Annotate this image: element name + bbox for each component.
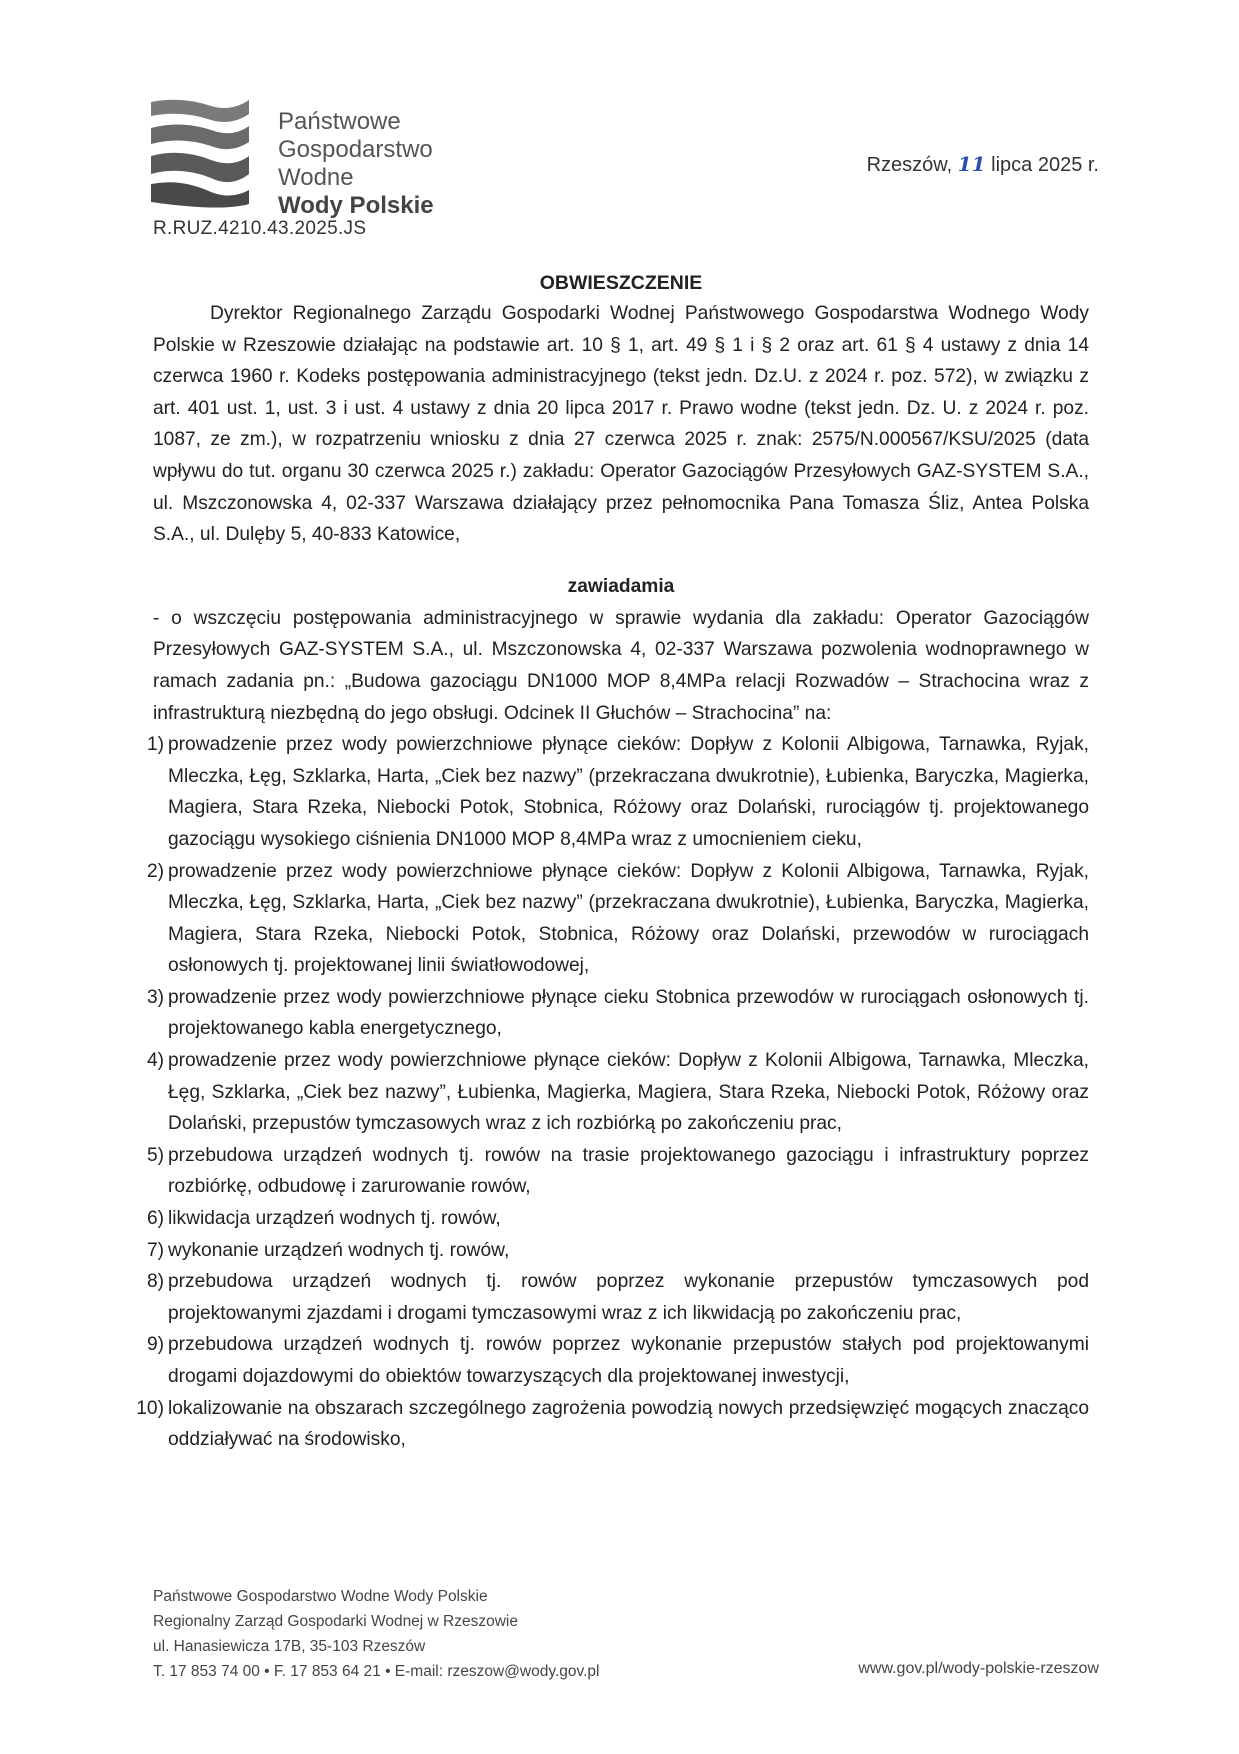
list-item-text: prowadzenie przez wody powierzchniowe płynące cieków: Dopływ z Kolonii Albigowa, Tarnawka, Ryjak, Mleczka, Łęg, Szklarka, Harta, „Ciek bez nazwy” (przekraczana dwukrotnie), Łubienka, Baryczka, Magierka, Magiera, Stara Rzeka, Niebocki Potok, Stobnica, Różowy oraz Dolański, przewodów w rurociągach osłonowych tj. projektowanej linii światłowodowej, [168, 860, 1089, 977]
list-item [146, 1203, 1089, 1235]
list-item-text: prowadzenie przez wody powierzchniowe płynące cieków: Dopływ z Kolonii Albigowa, Tarnawka, Ryjak, Mleczka, Łęg, Szklarka, Harta, „Ciek bez nazwy” (przekraczana dwukrotnie), Łubienka, Baryczka, Magierka, Magiera, Stara Rzeka, Niebocki Potok, Stobnica, Różowy oraz Dolański, rurociągów tj. projektowanego gazociągu wysokiego ciśnienia DN1000 MOP 8,4MPa wraz z umocnieniem cieku, [168, 734, 1089, 850]
list-item [146, 1329, 1089, 1392]
list-item [146, 1140, 1089, 1203]
list-item-number: 8) [146, 1271, 164, 1293]
footer-line3: ul. Hanasiewicza 17B, 35-103 Rzeszów [153, 1638, 426, 1655]
list-item-number: 3) [146, 986, 164, 1008]
list-item-number: 9) [146, 1334, 164, 1356]
org-name-line2: Gospodarstwo Wodne [278, 136, 433, 191]
list-item-number: 1) [146, 734, 164, 756]
list-item [146, 729, 1089, 855]
document-date [867, 152, 1099, 177]
list-item-number: 5) [146, 1144, 164, 1166]
org-name-line3: Wody Polskie [278, 192, 434, 219]
document-title: OBWIESZCZENIE [539, 272, 703, 294]
list-item-text: przebudowa urządzeń wodnych tj. rowów na trasie projektowanego gazociągu i infrastruktury poprzez rozbiórkę, odbudowę i zarurowanie rowów, [168, 1144, 1089, 1198]
list-item-number: 7) [146, 1239, 164, 1261]
list-item-number: 10) [136, 1397, 164, 1419]
list-item [146, 856, 1089, 982]
list-item-text: likwidacja urządzeń wodnych tj. rowów, [168, 1208, 501, 1230]
scope-list [136, 729, 1089, 1456]
lead-paragraph: - o wszczęciu postępowania administracyjnego w sprawie wydania dla zakładu: Operator Gazociągów Przesyłowych GAZ-SYSTEM S.A., ul. Mszczonowska 4, 02-337 Warszawa pozwolenia wodnoprawnego w ramach zadania pn.: „Budowa gazociągu DN1000 MOP 8,4MPa relacji Rozwadów – Strachocina wraz z infrastrukturą niezbędną do jego obsługi. Odcinek II Głuchów – Strachocina” na: [153, 607, 1089, 724]
list-item [146, 1266, 1089, 1329]
footer-website-link[interactable]: www.gov.pl/wody-polskie-rzeszow [858, 1660, 1099, 1677]
date-day-handwritten: 11 [957, 152, 986, 176]
list-item-text: lokalizowanie na obszarach szczególnego zagrożenia powodzią nowych przedsięwzięć mogących znacząco oddziaływać na środowisko, [168, 1397, 1089, 1451]
wody-polskie-logo-icon [151, 98, 261, 208]
list-item-text: prowadzenie przez wody powierzchniowe płynące cieków: Dopływ z Kolonii Albigowa, Tarnawka, Mleczka, Łęg, Szklarka, „Ciek bez nazwy”, Łubienka, Magierka, Magiera, Stara Rzeka, Niebocki Potok, Różowy oraz Dolański, przepustów tymczasowych wraz z ich rozbiórką po zakończeniu prac, [168, 1050, 1089, 1135]
list-item-text: przebudowa urządzeń wodnych tj. rowów poprzez wykonanie przepustów stałych pod projektowanymi drogami dojazdowymi do obiektów towarzyszących dla projektowanej inwestycji, [168, 1334, 1089, 1387]
list-item-number: 6) [146, 1208, 164, 1230]
list-item-text: wykonanie urządzeń wodnych tj. rowów, [168, 1239, 510, 1261]
intro-paragraph: Dyrektor Regionalnego Zarządu Gospodarki Wodnej Państwowego Gospodarstwa Wodnego Wody Polskie w Rzeszowie działając na podstawie art. 10 § 1, art. 49 § 1 i § 2 oraz art. 61 § 4 ustawy z dnia 14 czerwca 1960 r. Kodeks postępowania administracyjnego (tekst jedn. Dz.U. z 2024 r. poz. 572), w związku z art. 401 ust. 1, ust. 3 i ust. 4 ustawy z dnia 20 lipca 2017 r. Prawo wodne (tekst jedn. Dz. U. z 2024 r. poz. 1087, ze zm.), w rozpatrzeniu wniosku z dnia 27 czerwca 2025 r. znak: 2575/N.000567/KSU/2025 (data wpływu do tut. organu 30 czerwca 2025 r.) zakładu: Operator Gazociągów Przesyłowych GAZ-SYSTEM S.A., ul. Mszczonowska 4, 02-337 Warszawa działający przez pełnomocnika Pana Tomasza Śliz, Antea Polska S.A., ul. Dulęby 5, 40-833 Katowice, [153, 303, 1089, 546]
org-name-line1: Państwowe [278, 108, 401, 135]
date-suffix: lipca 2025 r. [991, 154, 1099, 176]
list-item-text: przebudowa urządzeń wodnych tj. rowów poprzez wykonanie przepustów tymczasowych pod projektowanymi zjazdami i drogami tymczasowymi wraz z ich likwidacją po zakończeniu prac, [168, 1271, 1089, 1324]
footer-address [153, 1584, 599, 1684]
document-body [136, 268, 1089, 1456]
footer-line2: Regionalny Zarząd Gospodarki Wodnej w Rzeszowie [153, 1613, 518, 1630]
document-subtitle: zawiadamia [567, 575, 675, 597]
reference-number: R.RUZ.4210.43.2025.JS [153, 218, 367, 239]
list-item [146, 982, 1089, 1045]
list-item [146, 1045, 1089, 1140]
org-logo [151, 98, 511, 219]
footer-line1: Państwowe Gospodarstwo Wodne Wody Polskie [153, 1588, 488, 1605]
list-item-number: 2) [146, 860, 164, 882]
date-prefix: Rzeszów, [866, 154, 953, 176]
list-item-text: prowadzenie przez wody powierzchniowe płynące cieku Stobnica przewodów w rurociągach osłonowych tj. projektowanego kabla energetycznego, [168, 986, 1089, 1040]
list-item [146, 1235, 1089, 1267]
list-item [136, 1393, 1089, 1456]
list-item-number: 4) [146, 1050, 164, 1072]
footer-contact: T. 17 853 74 00 • F. 17 853 64 21 • E-mail: rzeszow@wody.gov.pl [153, 1663, 600, 1680]
